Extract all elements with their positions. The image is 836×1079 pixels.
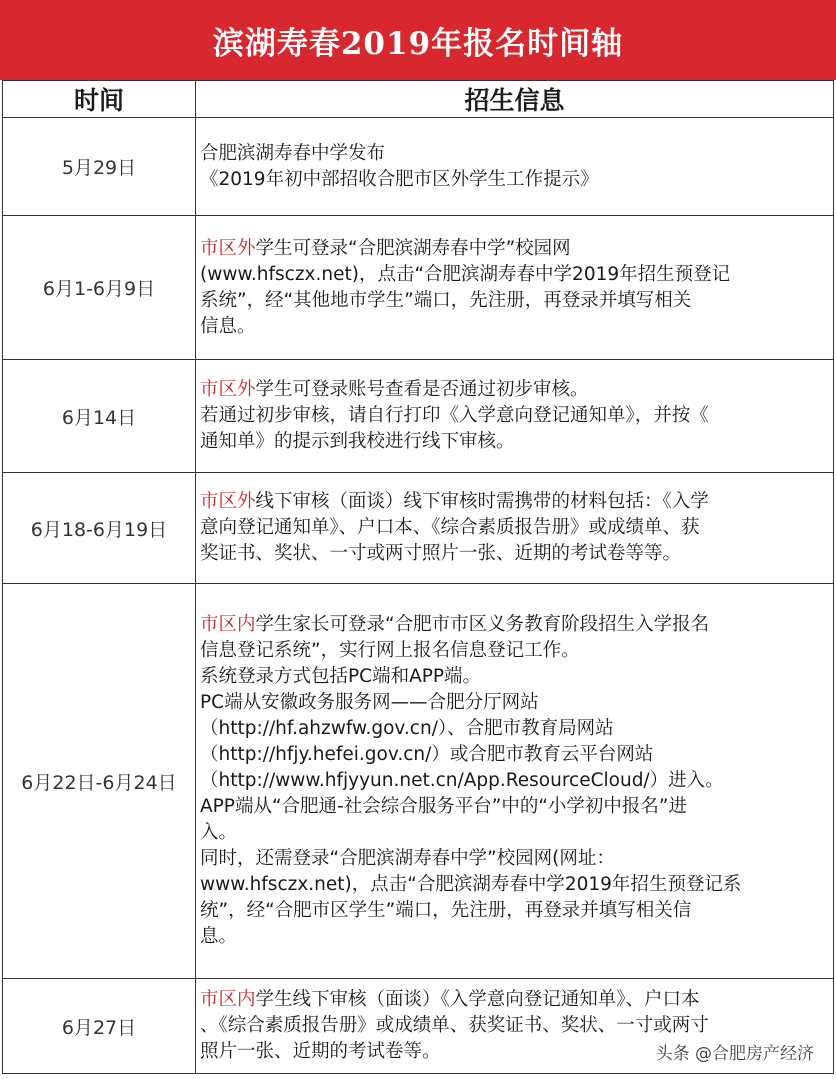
info-text: www.hfsczx.net)，点击“合肥滨湖寿春中学2019年招生预登记系 xyxy=(200,874,742,895)
region-highlight: 市区内 xyxy=(200,614,256,635)
info-text: （http://hf.ahzwfw.gov.cn/）、合肥市教育局网站 xyxy=(200,718,614,739)
info-line xyxy=(200,742,827,768)
info-line xyxy=(200,377,827,403)
region-highlight: 市区内 xyxy=(200,989,256,1010)
info-text: 系统登录方式包括PC端和APP端。 xyxy=(200,666,482,687)
region-highlight: 市区外 xyxy=(200,491,256,512)
info-line xyxy=(200,612,827,638)
info-line xyxy=(200,515,827,541)
info-text: （http://hfjy.hefei.gov.cn/）或合肥市教育云平台网站 xyxy=(200,744,654,765)
info-line xyxy=(200,489,827,515)
info-line xyxy=(200,236,827,262)
row-info xyxy=(196,584,834,979)
info-line xyxy=(200,1013,827,1039)
table-row xyxy=(3,584,834,979)
info-text: 合肥滨湖寿春中学发布 xyxy=(200,142,386,164)
info-text: 统”，经“合肥市区学生”端口，先注册，再登录并填写相关信 xyxy=(200,900,692,921)
info-text: 入。 xyxy=(200,822,238,843)
table-row xyxy=(3,216,834,360)
row-date: 6月1-6月9日 xyxy=(3,216,196,360)
info-text: 系统”，经“其他地市学生”端口，先注册，再登录并填写相关 xyxy=(200,289,692,311)
header-info: 招生信息 xyxy=(196,81,834,118)
info-text: 意向登记通知单》、户口本、《综合素质报告册》或成绩单、获 xyxy=(200,517,700,538)
info-text: 信息。 xyxy=(200,315,256,337)
info-line xyxy=(200,716,827,742)
region-highlight: 市区外 xyxy=(200,379,256,400)
row-info xyxy=(196,216,834,360)
row-info xyxy=(196,118,834,216)
info-text: 信息登记系统”，实行网上报名信息登记工作。 xyxy=(200,640,580,661)
info-line xyxy=(200,987,827,1013)
info-text: 学生线下审核（面谈）《入学意向登记通知单》、户口本 xyxy=(255,989,700,1010)
table-row xyxy=(3,360,834,473)
info-text: 息。 xyxy=(200,926,238,947)
info-line xyxy=(200,314,827,340)
source-watermark: 头条 @合肥房产经济 xyxy=(652,1038,818,1065)
info-line xyxy=(200,167,827,193)
info-line xyxy=(200,403,827,429)
info-text: 《2019年初中部招收合肥市区外学生工作提示》 xyxy=(200,168,599,190)
row-date: 6月18-6月19日 xyxy=(3,473,196,584)
row-date: 6月14日 xyxy=(3,360,196,473)
info-text: 若通过初步审核，请自行打印《入学意向登记通知单》，并按《 xyxy=(200,405,709,426)
info-line xyxy=(200,141,827,167)
info-line xyxy=(200,820,827,846)
info-text: 线下审核（面谈）线下审核时需携带的材料包括：《入学 xyxy=(255,491,709,512)
info-line xyxy=(200,924,827,950)
info-text: （http://www.hfjyyun.net.cn/App.ResourceCloud/）进入。 xyxy=(200,770,724,791)
info-text: 学生可登录“合肥滨湖寿春中学”校园网 xyxy=(255,237,571,259)
table-header-row xyxy=(3,81,834,118)
row-date: 6月27日 xyxy=(3,979,196,1074)
info-text: 学生家长可登录“合肥市市区义务教育阶段招生入学报名 xyxy=(255,614,710,635)
info-text: APP端从“合肥通-社会综合服务平台”中的“小学初中报名”进 xyxy=(200,796,687,817)
info-line xyxy=(200,541,827,567)
page-title: 滨湖寿春2019年报名时间轴 xyxy=(0,0,836,80)
info-text: 同时，还需登录“合肥滨湖寿春中学”校园网(网址： xyxy=(200,848,615,869)
row-info xyxy=(196,360,834,473)
row-info xyxy=(196,473,834,584)
info-line xyxy=(200,664,827,690)
info-text: PC端从安徽政务服务网——合肥分厅网站 xyxy=(200,692,539,713)
info-line xyxy=(200,690,827,716)
info-line xyxy=(200,429,827,455)
info-line xyxy=(200,846,827,872)
info-line xyxy=(200,898,827,924)
info-line xyxy=(200,288,827,314)
info-line xyxy=(200,768,827,794)
region-highlight: 市区外 xyxy=(200,237,256,259)
info-line xyxy=(200,638,827,664)
info-line xyxy=(200,262,827,288)
table-row xyxy=(3,118,834,216)
info-line xyxy=(200,794,827,820)
info-text: (www.hfsczx.net)，点击“合肥滨湖寿春中学2019年招生预登记 xyxy=(200,263,731,285)
info-line xyxy=(200,872,827,898)
timeline-table xyxy=(2,80,834,1074)
table-row xyxy=(3,473,834,584)
info-text: 照片一张、近期的考试卷等。 xyxy=(200,1041,441,1062)
info-text: 、《综合素质报告册》或成绩单、获奖证书、奖状、一寸或两寸 xyxy=(200,1015,709,1036)
info-text: 奖证书、奖状、一寸或两寸照片一张、近期的考试卷等等。 xyxy=(200,543,682,564)
info-text: 通知单》的提示到我校进行线下审核。 xyxy=(200,431,515,452)
row-date: 5月29日 xyxy=(3,118,196,216)
info-text: 学生可登录账号查看是否通过初步审核。 xyxy=(255,379,589,400)
row-date: 6月22日-6月24日 xyxy=(3,584,196,979)
header-time: 时间 xyxy=(3,81,196,118)
